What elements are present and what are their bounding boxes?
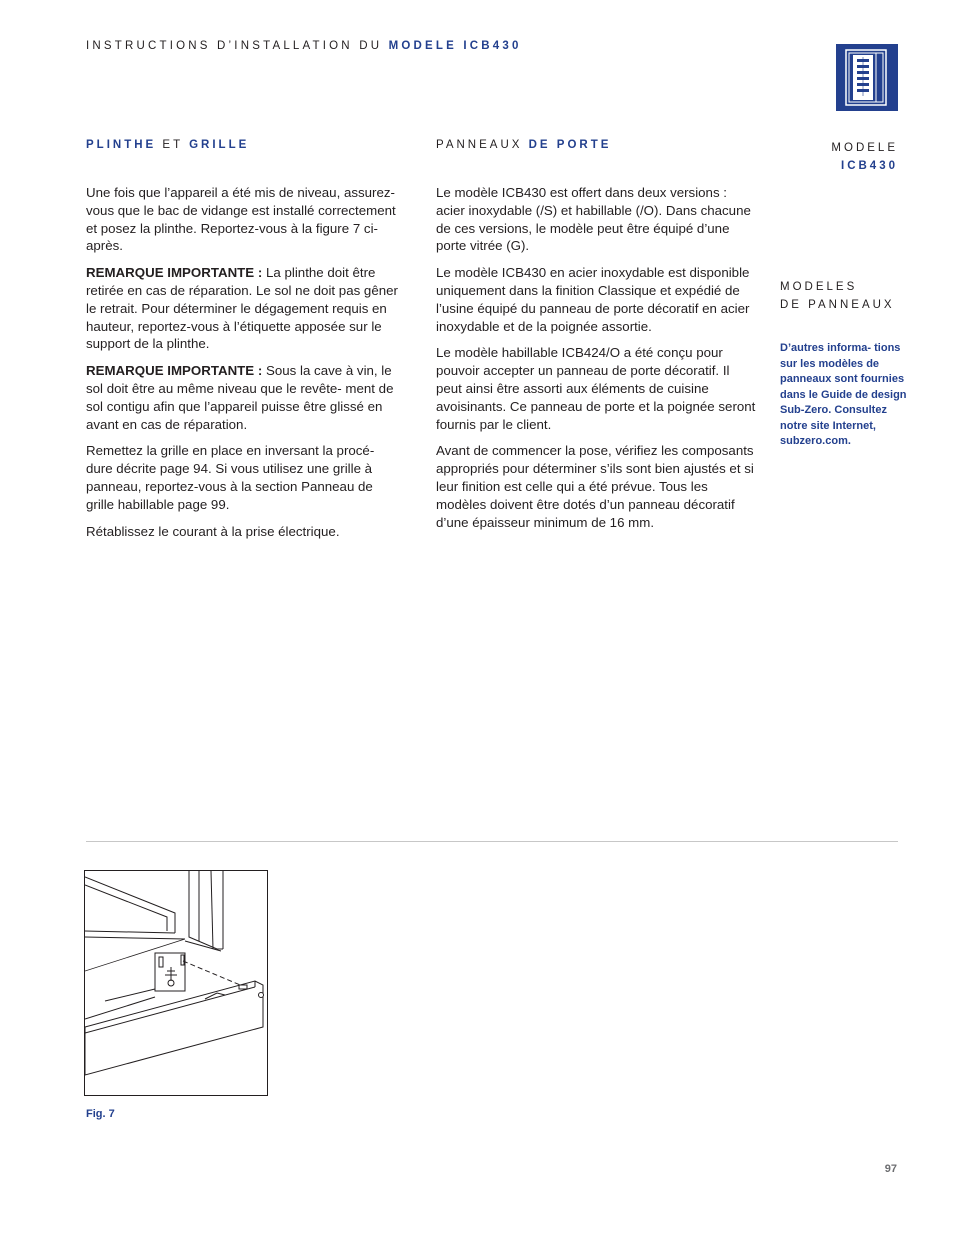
sidebar-panel-models — [780, 278, 895, 314]
figure-caption: Fig. 7 — [86, 1108, 115, 1120]
important-note-label: REMARQUE IMPORTANTE : — [86, 363, 263, 379]
wine-cabinet-logo-icon — [836, 44, 898, 111]
heading-panneaux: PANNEAUX — [436, 139, 523, 151]
page-number: 97 — [884, 1163, 897, 1175]
heading-grille: GRILLE — [189, 139, 250, 151]
sidebar-panels-line1: MODELES — [780, 281, 858, 293]
paragraph: Le modèle ICB430 en acier inoxydable est disponible uniquement dans la finition Classique et expédié de l’usine équipé du panneau de porte décoratif en acier inoxydable et de la poignée assortie. — [436, 265, 750, 334]
column-plinthe-grille — [86, 184, 404, 549]
heading-plinthe: PLINTHE — [86, 139, 157, 151]
heading-de-porte: DE PORTE — [522, 139, 612, 151]
paragraph: Remettez la grille en place en inversant la procé- dure décrite page 94. Si vous utilisez une grille à panneau, reportez-vous à la section Panneau de grille habillable page 99. — [86, 443, 375, 512]
paragraph — [86, 264, 404, 353]
column-panneaux-de-porte — [436, 184, 758, 540]
paragraph — [86, 362, 404, 433]
paragraph: Rétablissez le courant à la prise électrique. — [86, 523, 340, 539]
important-note-label: REMARQUE IMPORTANTE : — [86, 265, 263, 281]
sidebar-model — [831, 139, 898, 175]
section-heading-panneaux-de-porte — [436, 139, 611, 151]
section-heading-plinthe-grille — [86, 139, 249, 151]
paragraph: Le modèle habillable ICB424/O a été conçu pour pouvoir accepter un panneau de porte décoratif. Il peut ainsi être assorti aux éléments de cuisine avoisinants. Ce panneau de porte et la poignée seront fournis par le client. — [436, 345, 756, 432]
paragraph-text: Sous la cave à vin, le sol doit être au même niveau que le revête- ment de sol contigu afin que l’appareil puisse être glissé en avant en cas de réparation. — [86, 363, 394, 432]
sidebar-note: D’autres informa- tions sur les modèles de panneaux sont fournies dans le Guide de design Sub-Zero. Consultez notre site Internet, subzero.com. — [780, 342, 907, 447]
paragraph: Le modèle ICB430 est offert dans deux versions : acier inoxydable (/S) et habillable (/O). Dans chacune de ces versions, le modèle peut être équipé d’une porte vitrée (G). — [436, 185, 751, 254]
paragraph: Avant de commencer la pose, vérifiez les composants appropriés pour déterminer s’ils sont bien ajustés et si leur finition est celle qui a été prévue. Tous les modèles doivent être dotés d’un panneau décoratif d’une épaisseur minimum de 16 mm. — [436, 443, 754, 530]
running-header — [86, 40, 522, 52]
sidebar-model-label: MODELE — [831, 142, 898, 154]
paragraph-text: La plinthe doit être retirée en cas de réparation. Le sol ne doit pas gêner le retrait. Pour déterminer le dégagement requis en hauteur, reportez-vous à l’étiquette apposée sur le support de la plinthe. — [86, 265, 398, 352]
paragraph: Une fois que l’appareil a été mis de niveau, assurez-vous que le bac de vidange est installé correctement et posez la plinthe. Reportez-vous à la figure 7 ci-après. — [86, 185, 396, 254]
sidebar-panels-line2: DE PANNEAUX — [780, 299, 895, 311]
header-title-prefix: INSTRUCTIONS D’INSTALLATION DU — [86, 40, 389, 52]
header-model: MODELE ICB430 — [388, 40, 522, 52]
heading-et: ET — [156, 139, 190, 151]
sidebar-model-value: ICB430 — [841, 160, 898, 172]
figure-7-illustration — [84, 870, 268, 1096]
divider — [86, 841, 898, 842]
